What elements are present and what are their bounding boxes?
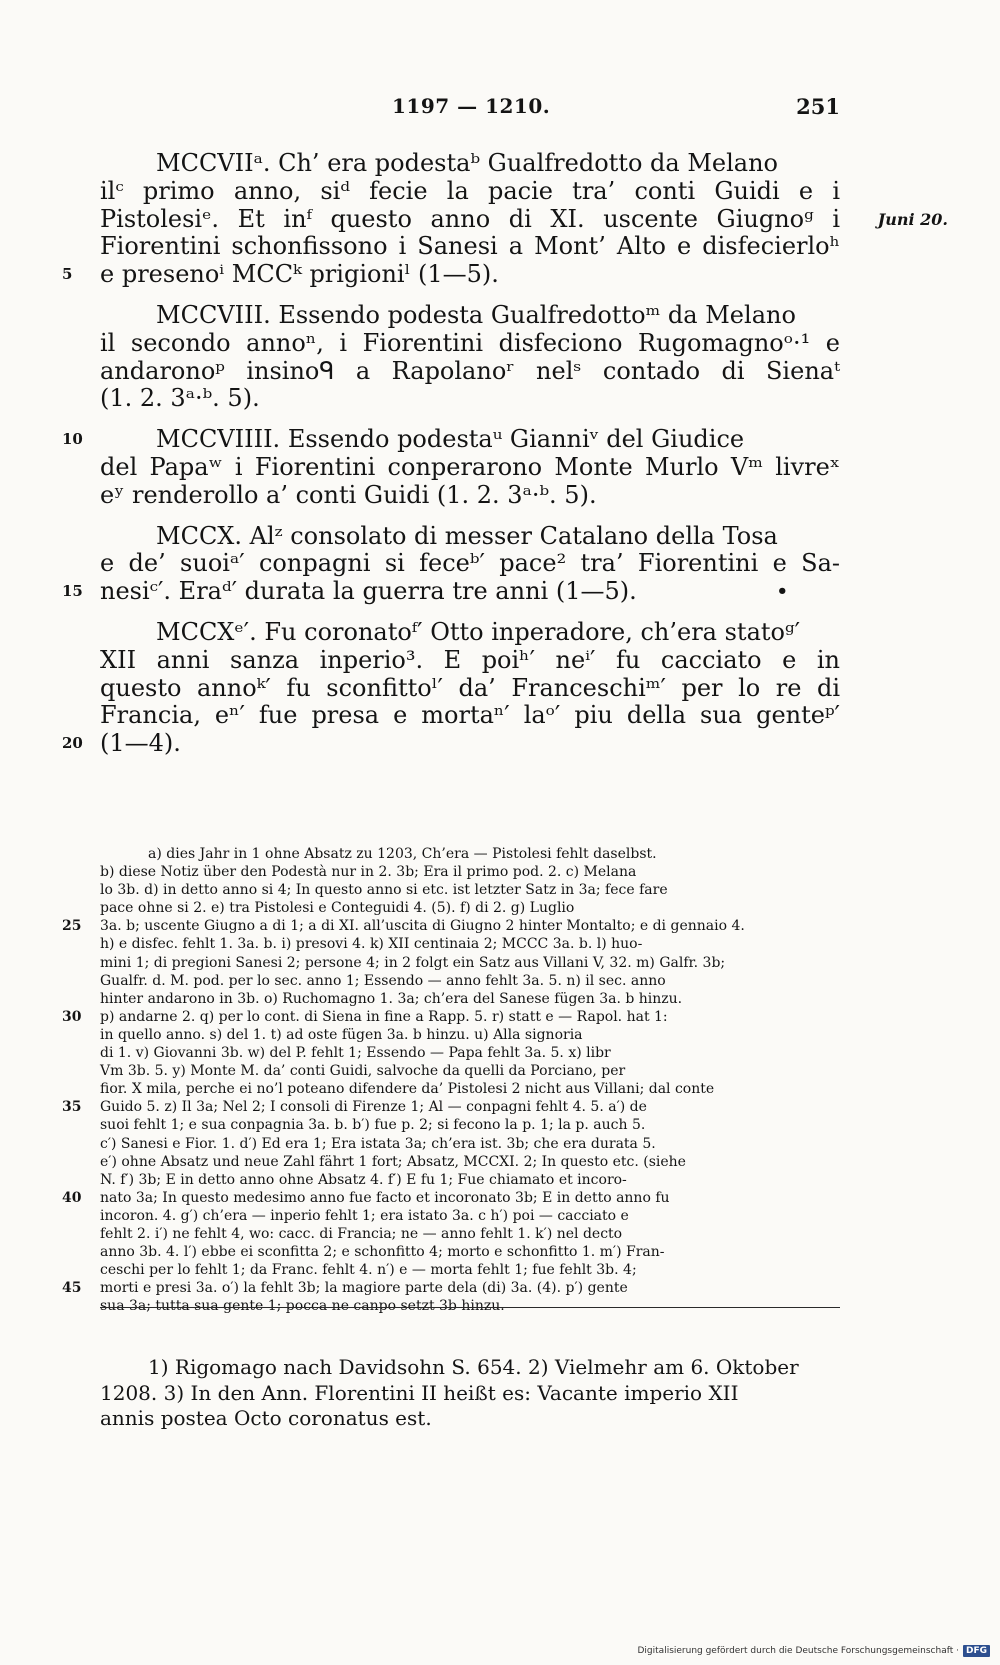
- year-range: 1197 — 1210.: [392, 94, 551, 118]
- line-number: 5: [62, 265, 73, 284]
- apparatus-line: anno 3b. 4. l′) ebbe ei sconfitta 2; e schonfitto 4; morto e schonfitto 1. m′) Fran-: [100, 1244, 665, 1261]
- text-line: e de’ suoiᵃ′ conpagni si feceᵇ′ pace² tra’ Fiorentini e Sa-: [100, 549, 840, 578]
- entry-mccx-second: [62, 617, 840, 758]
- apparatus-line: in quello anno. s) del 1. t) ad oste fügen 3a. b hinzu. u) Alla signoria: [100, 1026, 583, 1043]
- apparatus-line: N. f′) 3b; E in detto anno ohne Absatz 4. f′) E fu 1; Fue chiamato et incoro-: [100, 1171, 627, 1188]
- text-line: Fiorentini schonfissono i Sanesi a Mont’ Alto e disfecierloʰ: [100, 232, 840, 261]
- apparatus-line: 30 p) andarne 2. q) per lo cont. di Siena in fine a Rapp. 5. r) statt e — Rapol. hat 1:: [62, 1008, 668, 1025]
- line-number: 40: [62, 1189, 82, 1206]
- line-number: 10: [62, 430, 83, 449]
- apparatus-line: pace ohne si 2. e) tra Pistolesi e Conteguidi 4. (5). f) di 2. g) Luglio: [100, 900, 575, 917]
- apparatus-line: lo 3b. d) in detto anno si 4; In questo anno si etc. ist letzter Satz in 3a; fece fare: [100, 882, 668, 899]
- apparatus-line: Gualfr. d. M. pod. per lo sec. anno 1; Essendo — anno fehlt 3a. 5. n) il sec. anno: [100, 972, 666, 989]
- text-line: MCCXᵉ′. Fu coronatoᶠ′ Otto inperadore, ch’era statoᵍ′: [156, 617, 801, 646]
- footnotes: [100, 1355, 840, 1432]
- chronicle-text: [62, 149, 948, 771]
- apparatus-line: 45 morti e presi 3a. o′) la fehlt 3b; la magiore parte dela (di) 3a. (4). p′) gente: [62, 1280, 628, 1297]
- apparatus-line: di 1. v) Giovanni 3b. w) del P. fehlt 1; Essendo — Papa fehlt 3a. 5. x) libr: [100, 1045, 611, 1062]
- dfg-logo: DFG: [963, 1645, 990, 1657]
- entry-mccx: [62, 521, 840, 606]
- apparatus-line: e′) ohne Absatz und neue Zahl fährt 1 fort; Absatz, MCCXI. 2; In questo etc. (siehe: [100, 1153, 686, 1170]
- text-line: del Papaʷ i Fiorentini conperarono Monte Murlo Vᵐ livreˣ: [100, 452, 840, 481]
- line-number: 30: [62, 1008, 82, 1025]
- apparatus-line: a) dies Jahr in 1 ohne Absatz zu 1203, Ch’era — Pistolesi fehlt daselbst.: [148, 846, 657, 862]
- credit-text: Digitalisierung gefördert durch die Deutsche Forschungsgemeinschaft ·: [637, 1646, 959, 1656]
- line-number: 20: [62, 734, 83, 753]
- apparatus-line: Vm 3b. 5. y) Monte M. da’ conti Guidi, salvoche da quelli da Porciano, per: [100, 1063, 626, 1080]
- apparatus-line: sua 3a; tutta sua gente 1; pocca ne canpo setzt 3b hinzu.: [100, 1298, 505, 1315]
- text-line: ilᶜ primo anno, siᵈ fecie la pacie tra’ conti Guidi e i: [100, 176, 840, 205]
- text-line: MCCVIII. Essendo podesta Gualfredottoᵐ da Melano: [156, 300, 796, 329]
- apparatus-line: h) e disfec. fehlt 1. 3a. b. i) presovi 4. k) XII centinaia 2; MCCC 3a. b. l) huo-: [100, 936, 643, 953]
- apparatus-line: b) diese Notiz über den Podestà nur in 2. 3b; Era il primo pod. 2. c) Melana: [100, 864, 637, 881]
- text-line: andaronoᵖ insinoᑫ a Rapolanoʳ nelˢ contado di Sienaᵗ: [100, 356, 840, 385]
- apparatus-line: suoi fehlt 1; e sua conpagnia 3a. b. b′) fue p. 2; si fecono la p. 1; la p. auch 5.: [100, 1117, 646, 1134]
- stray-dot: •: [776, 581, 788, 603]
- apparatus-line: incoron. 4. g′) ch’era — inperio fehlt 1; era istato 3a. c h′) poi — cacciato e: [100, 1207, 629, 1224]
- text-line: XII anni sanza inperio³. E poiʰ′ neⁱ′ fu cacciato e in: [100, 645, 840, 674]
- footnote-line: annis postea Octo coronatus est.: [100, 1406, 432, 1430]
- text-line: (1. 2. 3ᵃ·ᵇ. 5).: [100, 384, 260, 413]
- apparatus-line: ceschi per lo fehlt 1; da Franc. fehlt 4. n′) e — morta fehlt 1; fue fehlt 3b. 4;: [100, 1262, 637, 1279]
- footnote-divider: [100, 1307, 840, 1308]
- apparatus-line: c′) Sanesi e Fior. 1. d′) Ed era 1; Era istata 3a; ch’era ist. 3b; che era durata 5.: [100, 1135, 656, 1152]
- text-line: MCCVIIᵃ. Ch’ era podestaᵇ Gualfredotto da Melano: [156, 149, 778, 177]
- entry-mccviii: [100, 302, 840, 413]
- text-line: 15 nesiᶜ′. Eraᵈ′ durata la guerra tre anni (1—5). •: [62, 577, 788, 606]
- entry-mccviiii: [62, 425, 840, 509]
- apparatus-line: 35 Guido 5. z) Il 3a; Nel 2; I consoli di Firenze 1; Al — conpagni fehlt 4. 5. a′) de: [62, 1099, 647, 1116]
- line-number: 45: [62, 1280, 82, 1297]
- line-number: 15: [62, 582, 83, 601]
- apparatus-line: 40 nato 3a; In questo medesimo anno fue facto et incoronato 3b; E in detto anno fu: [62, 1189, 670, 1206]
- page-header: [100, 94, 840, 124]
- text-line: il secondo annoⁿ, i Fiorentini disfeciono Rugomagnoᵒ·¹ e: [100, 328, 840, 357]
- digitization-credit: [638, 1643, 991, 1659]
- text-line: MCCX. Alᶻ consolato di messer Catalano della Tosa: [156, 521, 778, 550]
- page-number: 251: [796, 94, 840, 119]
- apparatus-line: fior. X mila, perche ei no’l poteano difendere da’ Pistolesi 2 nicht aus Villani; dal conte: [100, 1081, 715, 1098]
- text-line: questo annoᵏ′ fu sconfittoˡ′ da’ Franceschiᵐ′ per lo re di: [100, 673, 840, 702]
- footnote-line: 1208. 3) In den Ann. Florentini II heißt es: Vacante imperio XII: [100, 1380, 739, 1405]
- footnote-line: 1) Rigomago nach Davidsohn S. 654. 2) Vielmehr am 6. Oktober: [148, 1355, 799, 1379]
- margin-date-note: Juni 20.: [877, 209, 948, 229]
- apparatus-line: mini 1; di pregioni Sanesi 2; persone 4; in 2 folgt ein Satz aus Villani V, 32. m) Galfr. 3b;: [100, 954, 726, 971]
- text-line: Pistolesiᵉ. Et inᶠ questo anno di XI. uscente Giugnoᵍ i Juni 20.: [100, 204, 948, 233]
- apparatus-line: hinter andarono in 3b. o) Ruchomagno 1. 3a; ch’era del Sanese fügen 3a. b hinzu.: [100, 990, 683, 1007]
- text-line: Francia, eⁿ′ fue presa e mortaⁿ′ laᵒ′ piu della sua genteᵖ′: [100, 701, 840, 730]
- text-line: 10 MCCVIIII. Essendo podestaᵘ Gianniᵛ del Giudice: [62, 425, 745, 454]
- text-line: 5 e presenoⁱ MCCᵏ prigioniˡ (1—5).: [62, 260, 499, 289]
- apparatus-line: fehlt 2. i′) ne fehlt 4, wo: cacc. di Francia; ne — anno fehlt 1. k′) nel decto: [100, 1225, 623, 1242]
- text-line: 20 (1—4).: [62, 729, 181, 758]
- line-number: 25: [62, 918, 82, 935]
- entry-mccvii: [62, 149, 948, 289]
- critical-apparatus: [62, 845, 840, 1315]
- text-line: eʸ renderollo a’ conti Guidi (1. 2. 3ᵃ·ᵇ. 5).: [100, 480, 597, 509]
- apparatus-line: 25 3a. b; uscente Giugno a di 1; a di XI. all’uscita di Giugno 2 hinter Montalto; e di gennaio 4.: [62, 918, 745, 935]
- line-number: 35: [62, 1099, 82, 1116]
